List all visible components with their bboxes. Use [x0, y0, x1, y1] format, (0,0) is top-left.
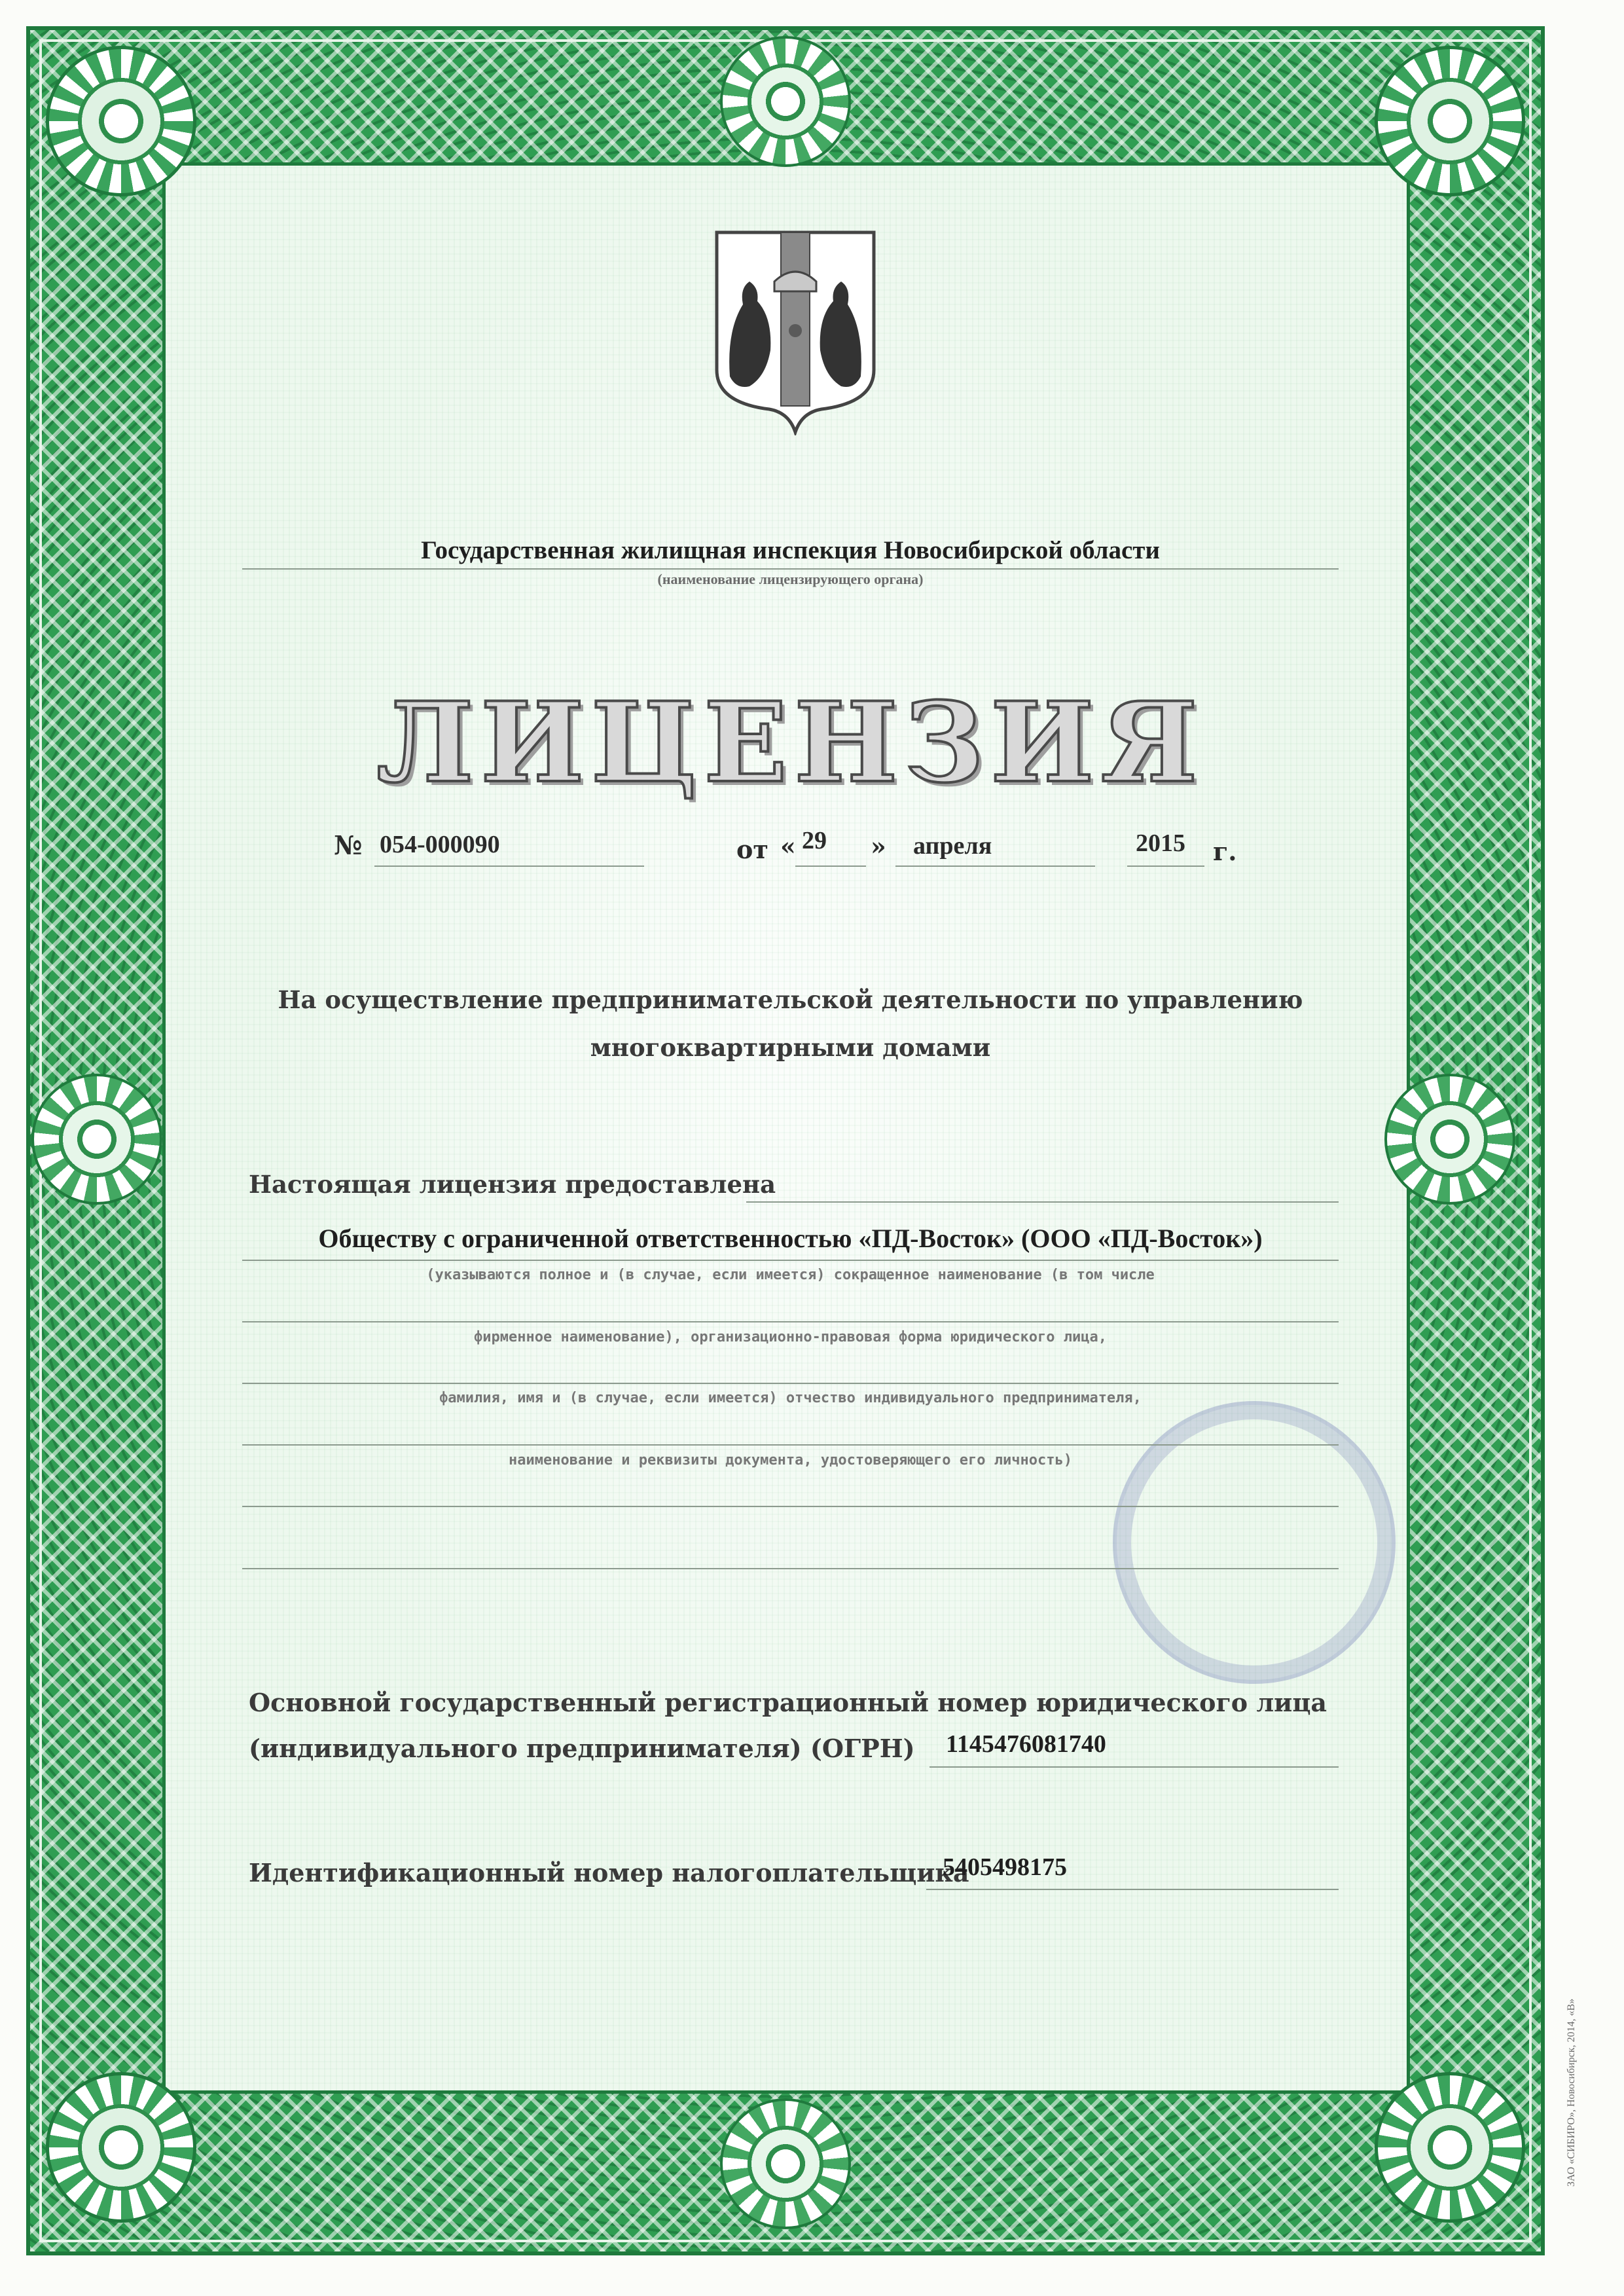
licensee-caption-line-2: фирменное наименование), организационно-правовая форма юридического лица, [474, 1329, 1107, 1345]
year-suffix: г. [1213, 837, 1237, 866]
licensee-caption-line-3: фамилия, имя и (в случае, если имеется) отчество индивидуального предпринимателя, [439, 1390, 1142, 1406]
ogrn-label-line-2: (индивидуального предпринимателя) (ОГРН) [249, 1734, 915, 1763]
caption-line-1 [242, 1321, 1339, 1322]
authority-caption: (наименование лицензирующего органа) [657, 571, 924, 587]
quote-open: « [780, 831, 796, 861]
issue-month: апреля [913, 832, 992, 860]
ogrn-value: 1145476081740 [946, 1730, 1106, 1758]
licensee-caption-line-4: наименование и реквизиты документа, удостоверяющего его личность) [509, 1452, 1072, 1468]
printer-note: ЗАО «СИБИРО», Новосибирск, 2014, «В» [1566, 1998, 1577, 2187]
corner-ornament-top-right [1375, 46, 1525, 196]
licensee-caption-line-1: (указываются полное и (в случае, если имеется) сокращенное наименование (в том числе [426, 1267, 1155, 1283]
day-underline [795, 866, 866, 867]
quote-close: » [871, 831, 886, 861]
number-underline [374, 866, 644, 867]
month-underline [895, 866, 1095, 867]
licensing-authority: Государственная жилищная инспекция Новосибирской области [421, 536, 1160, 564]
granted-label: Настоящая лицензия предоставлена [249, 1170, 776, 1199]
ogrn-underline [929, 1766, 1339, 1768]
frame-inner-border [162, 162, 1410, 2094]
corner-ornament-bottom-left [46, 2072, 196, 2223]
document-title: ЛИЦЕНЗИЯ [376, 678, 1204, 807]
activity-line-2: многоквартирными домами [590, 1033, 991, 1062]
license-number: 054-000090 [380, 831, 500, 858]
caption-line-5 [242, 1568, 1339, 1569]
authority-underline [242, 568, 1339, 570]
corner-ornament-bottom-right [1375, 2072, 1525, 2223]
inn-underline [926, 1889, 1339, 1890]
bottom-center-ornament [720, 2098, 851, 2229]
caption-line-2 [242, 1383, 1339, 1384]
inn-value: 5405498175 [943, 1853, 1067, 1881]
left-middle-ornament [31, 1074, 162, 1205]
issue-day: 29 [802, 827, 827, 854]
caption-line-3 [242, 1444, 1339, 1446]
licensee-name: Обществу с ограниченной ответственностью «ПД-Восток» (ООО «ПД-Восток») [318, 1224, 1263, 1253]
corner-ornament-top-left [46, 46, 196, 196]
number-label: № [334, 830, 363, 861]
licensee-underline [242, 1260, 1339, 1261]
date-prefix: от [736, 835, 768, 864]
right-middle-ornament [1384, 1074, 1515, 1205]
official-stamp [1113, 1401, 1396, 1684]
issue-year: 2015 [1136, 829, 1185, 857]
caption-line-4 [242, 1506, 1339, 1507]
coat-of-arms-icon [710, 226, 880, 435]
inn-label: Идентификационный номер налогоплательщика [249, 1858, 969, 1887]
activity-line-1: На осуществление предпринимательской деятельности по управлению [278, 985, 1303, 1014]
top-center-ornament [720, 36, 851, 167]
year-underline [1127, 866, 1204, 867]
ogrn-label-line-1: Основной государственный регистрационный номер юридического лица [249, 1688, 1327, 1717]
granted-underline [746, 1201, 1339, 1203]
